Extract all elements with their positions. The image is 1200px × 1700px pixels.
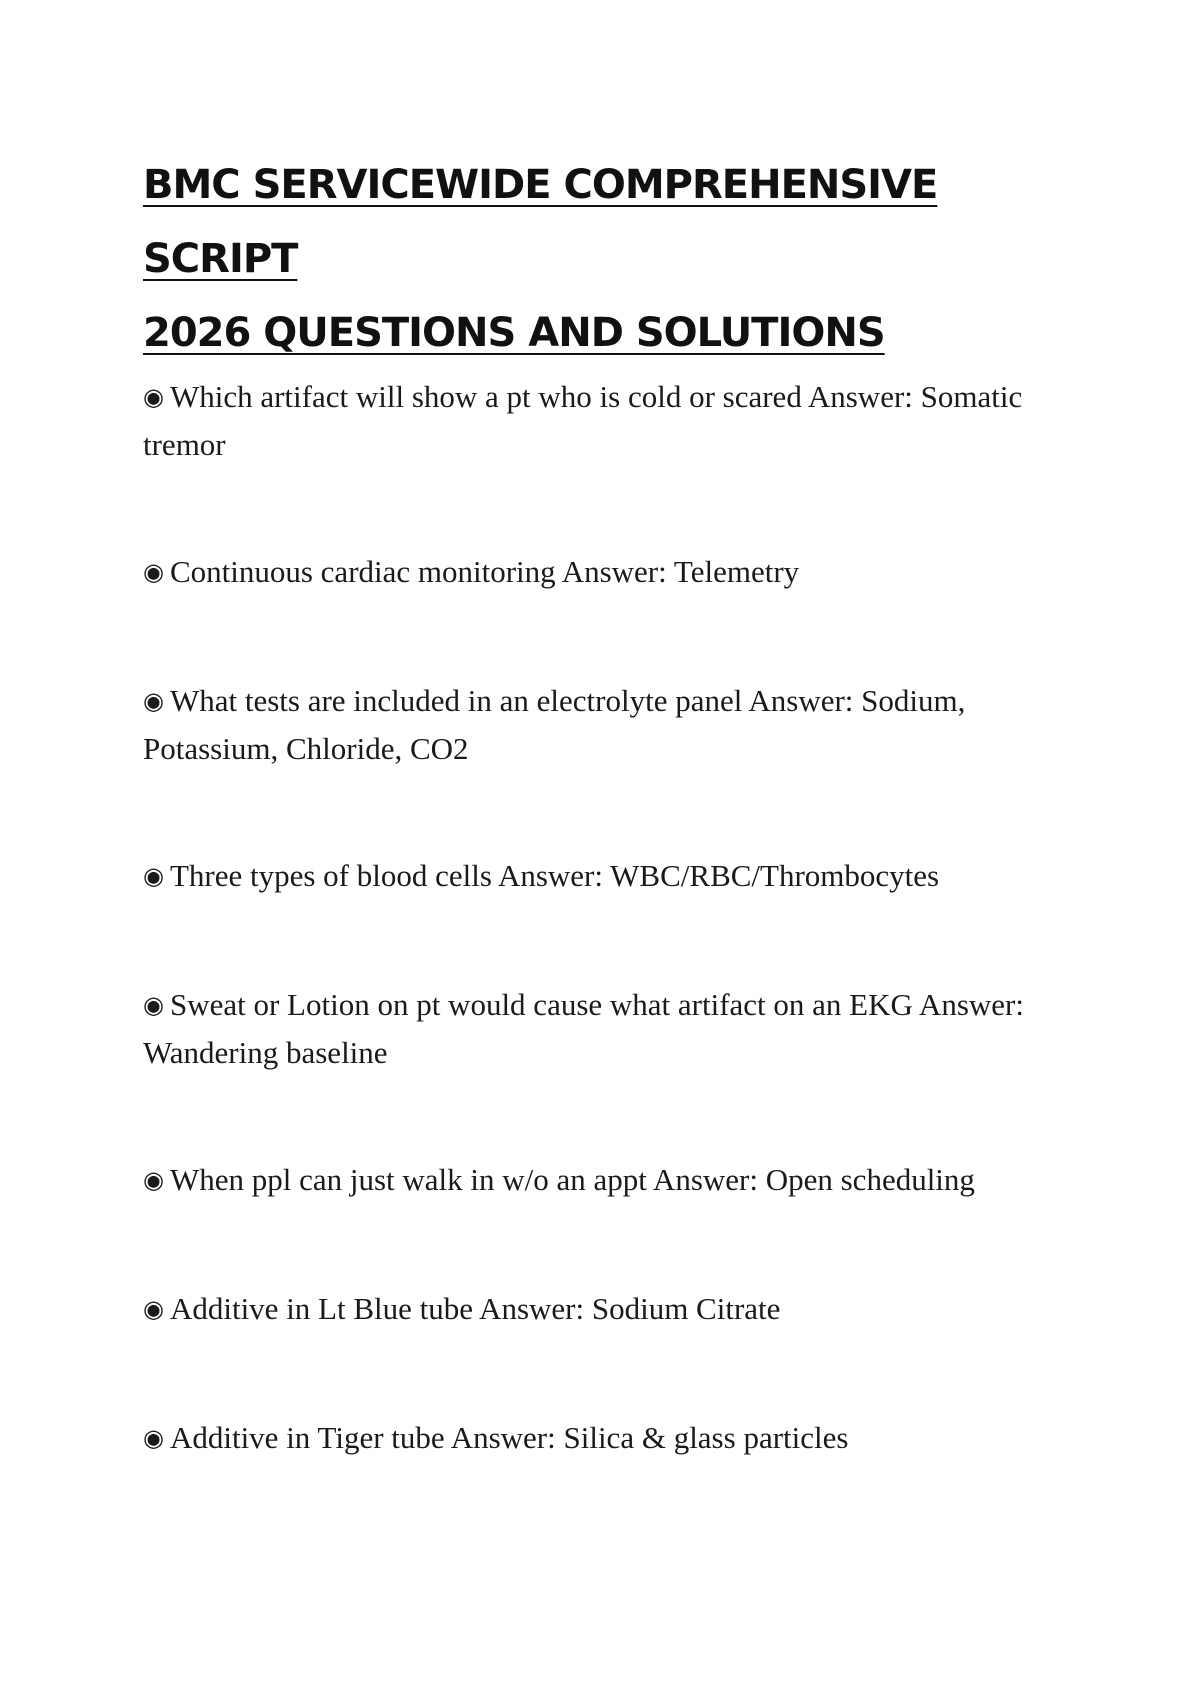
qa-text: Three types of blood cells Answer: WBC/RBC/Thrombocytes [169,858,940,893]
qa-item-1 [143,373,1073,469]
bullet-icon: ◉ [143,558,164,586]
qa-item-7 [143,1285,1073,1333]
bullet-icon: ◉ [143,1166,164,1194]
qa-text: Sweat or Lotion on pt would cause what artifact on an EKG Answer: Wandering baseline [143,987,1024,1070]
qa-text: Additive in Lt Blue tube Answer: Sodium Citrate [169,1291,781,1326]
qa-text: When ppl can just walk in w/o an appt Answer: Open scheduling [169,1162,975,1197]
bullet-icon: ◉ [143,1424,164,1452]
qa-item-2 [143,548,1073,596]
bullet-icon: ◉ [143,862,164,890]
title-line-1: BMC SERVICEWIDE COMPREHENSIVE SCRIPT [143,162,938,282]
document-title [143,148,1073,370]
bullet-icon: ◉ [143,687,164,715]
qa-text: Which artifact will show a pt who is cold or scared Answer: Somatic tremor [143,379,1023,462]
title-line-2: 2026 QUESTIONS AND SOLUTIONS [143,310,885,356]
qa-item-4 [143,852,1073,900]
qa-text: Additive in Tiger tube Answer: Silica & glass particles [169,1420,849,1455]
qa-text: Continuous cardiac monitoring Answer: Telemetry [169,554,800,589]
qa-item-8 [143,1414,1073,1462]
bullet-icon: ◉ [143,383,164,411]
bullet-icon: ◉ [143,991,164,1019]
qa-item-3 [143,677,1073,773]
qa-text: What tests are included in an electrolyte panel Answer: Sodium, Potassium, Chloride, CO2 [143,683,966,766]
bullet-icon: ◉ [143,1295,164,1323]
qa-item-6 [143,1156,1073,1204]
qa-item-5 [143,981,1073,1077]
